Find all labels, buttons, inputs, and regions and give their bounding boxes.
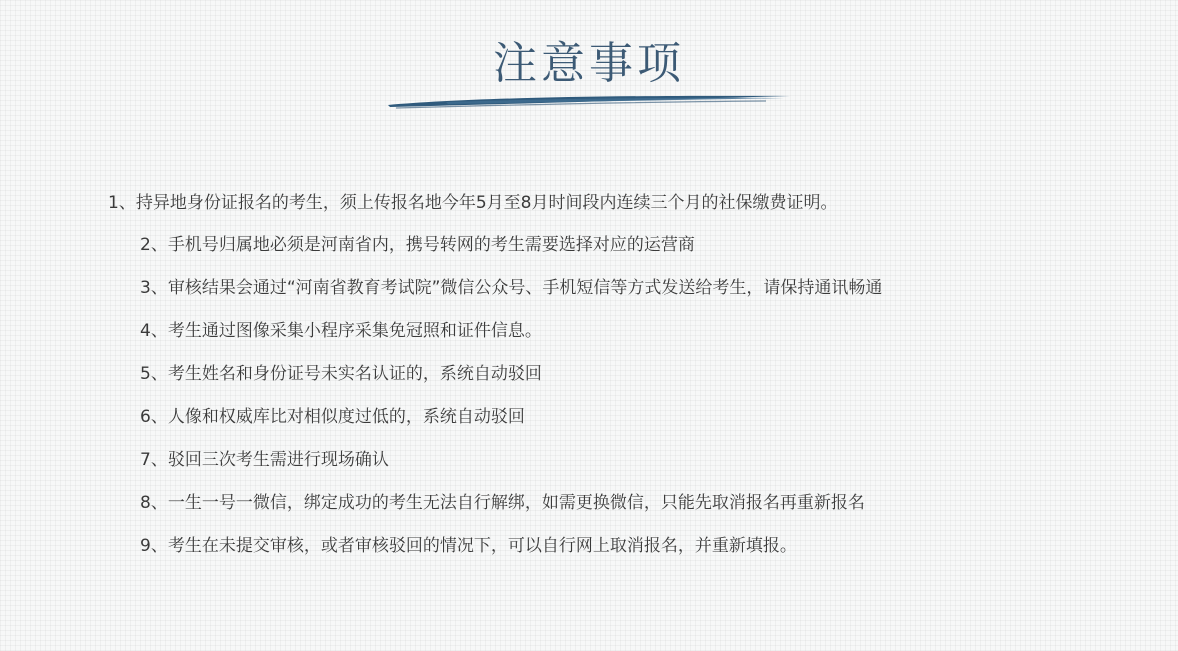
notice-item-7: 7、驳回三次考生需进行现场确认 (140, 450, 389, 470)
notice-item-4: 4、考生通过图像采集小程序采集免冠照和证件信息。 (140, 321, 542, 341)
notice-item-1: 1、持异地身份证报名的考生，须上传报名地今年5月至8月时间段内连续三个月的社保缴费证明。 (108, 193, 838, 213)
page-title: 注意事项 (493, 38, 685, 89)
notice-item-2: 2、手机号归属地必须是河南省内，携号转网的考生需要选择对应的运营商 (140, 235, 695, 255)
notice-item-3: 3、审核结果会通过“河南省教育考试院”微信公众号、手机短信等方式发送给考生，请保持通讯畅通 (140, 278, 883, 298)
notice-item-8: 8、一生一号一微信，绑定成功的考生无法自行解绑，如需更换微信，只能先取消报名再重新报名 (140, 493, 865, 513)
notice-item-9: 9、考生在未提交审核，或者审核驳回的情况下，可以自行网上取消报名，并重新填报。 (140, 536, 797, 556)
title-underline-stroke (386, 92, 792, 110)
notice-item-6: 6、人像和权威库比对相似度过低的，系统自动驳回 (140, 407, 525, 427)
notice-item-5: 5、考生姓名和身份证号未实名认证的，系统自动驳回 (140, 364, 542, 384)
